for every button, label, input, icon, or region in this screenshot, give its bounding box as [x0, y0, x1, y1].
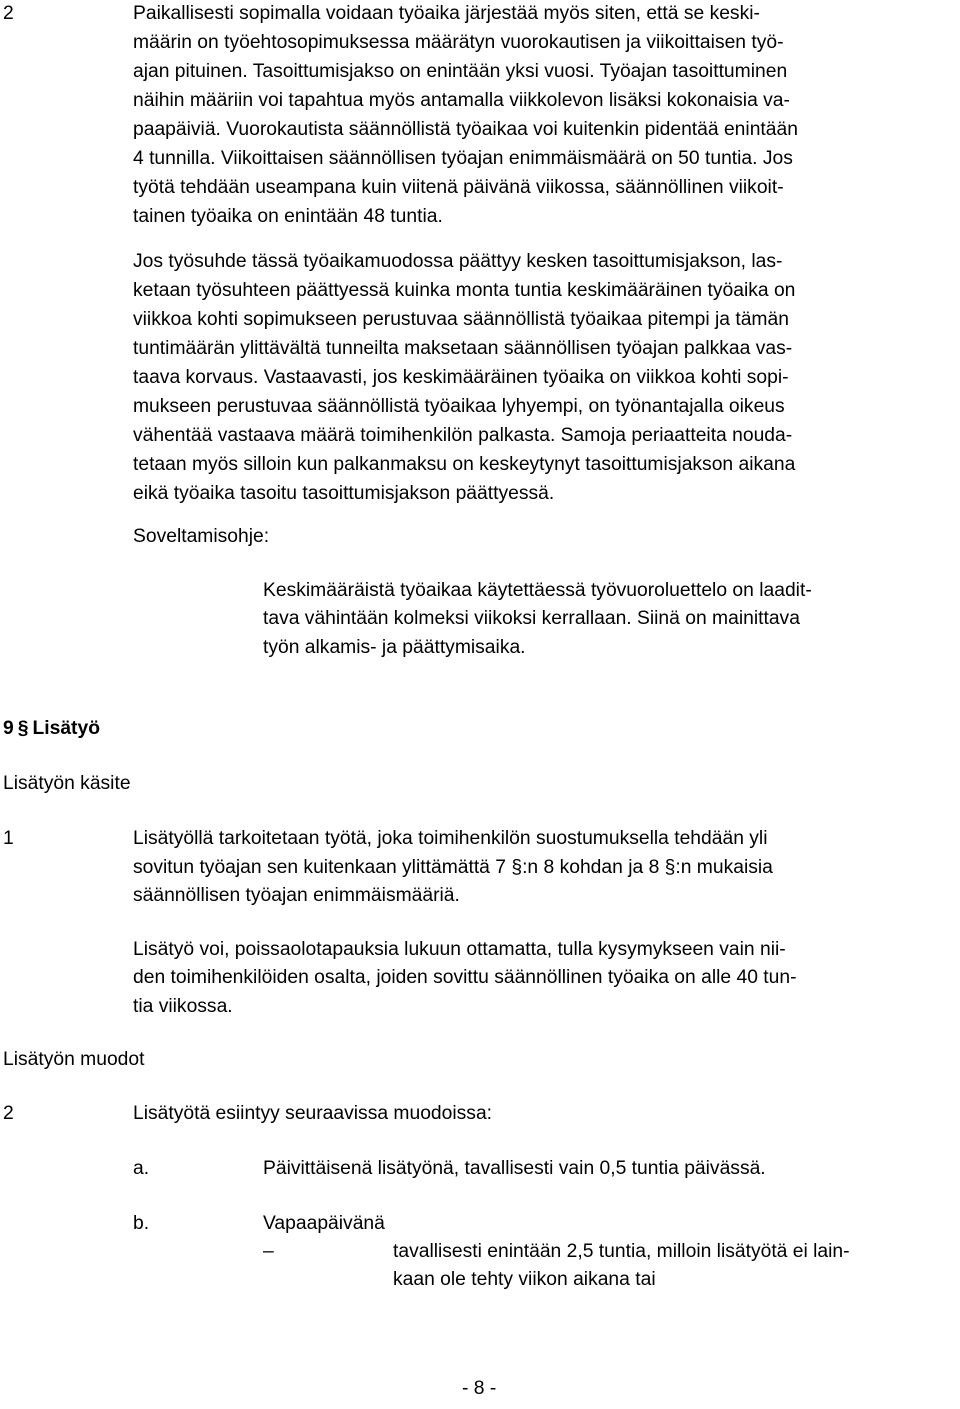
- item-2-intro: Lisätyötä esiintyy seuraavissa muodoissa:: [133, 1103, 493, 1124]
- subheading-lisatyon-muodot: Lisätyön muodot: [3, 1049, 145, 1070]
- text-line: työn alkamis- ja päättymisaika.: [263, 637, 526, 658]
- text-line: eikä työaika tasoitu tasoittumisjakson päättyessä.: [133, 483, 555, 504]
- text-line: ketaan työsuhteen päättyessä kuinka monta tuntia keskimääräinen työaika on: [133, 280, 796, 301]
- text-line: Jos työsuhde tässä työaikamuodossa päättyy kesken tasoittumisjakson, las-: [133, 251, 783, 272]
- text-line: säännöllisen työajan enimmäismääriä.: [133, 885, 460, 906]
- list-marker: b.: [133, 1213, 150, 1234]
- text-line: näihin määriin voi tapahtua myös antamalla viikkolevon lisäksi kokonaisia va-: [133, 90, 790, 111]
- text-line: tainen työaika on enintään 48 tuntia.: [133, 206, 443, 227]
- list-text: Päivittäisenä lisätyönä, tavallisesti vain 0,5 tuntia päivässä.: [263, 1158, 766, 1179]
- subheading-lisatyon-kasite: Lisätyön käsite: [3, 773, 131, 794]
- section-heading: [3, 715, 100, 743]
- page-number: - 8 -: [462, 1378, 497, 1399]
- text-line: kaan ole tehty viikon aikana tai: [393, 1269, 656, 1290]
- section-number: 9: [3, 718, 14, 739]
- item-number-2: 2: [3, 1103, 14, 1124]
- text-line: ajan pituinen. Tasoittumisjakso on enintään yksi vuosi. Työajan tasoittuminen: [133, 61, 788, 82]
- text-line: määrin on työehtosopimuksessa määrätyn vuorokautisen ja viikoittaisen työ-: [133, 32, 784, 53]
- text-line: tuntimäärän ylittävältä tunneilta maksetaan säännöllisen työajan palkkaa vas-: [133, 338, 793, 359]
- item-number-top: 2: [3, 3, 14, 24]
- text-line: Lisätyöllä tarkoitetaan työtä, joka toimihenkilön suostumuksella tehdään yli: [133, 828, 768, 849]
- text-line: paapäiviä. Vuorokautista säännöllistä työaikaa voi kuitenkin pidentää enintään: [133, 119, 798, 140]
- text-line: taava korvaus. Vastaavasti, jos keskimääräinen työaika on viikkoa kohti sopi-: [133, 367, 789, 388]
- text-line: tava vähintään kolmeksi viikoksi kerrallaan. Siinä on mainittava: [263, 608, 800, 629]
- text-line: tetaan myös silloin kun palkanmaksu on keskeytynyt tasoittumisjakson aikana: [133, 454, 796, 475]
- text-line: Keskimääräistä työaikaa käytettäessä työvuoroluettelo on laadit-: [263, 580, 812, 601]
- text-line: tia viikossa.: [133, 996, 233, 1017]
- text-line: Lisätyö voi, poissaolotapauksia lukuun ottamatta, tulla kysymykseen vain nii-: [133, 939, 786, 960]
- text-line: tavallisesti enintään 2,5 tuntia, milloin lisätyötä ei lain-: [393, 1241, 850, 1262]
- guideline-label: Soveltamisohje:: [133, 526, 270, 547]
- section-title: Lisätyö: [32, 718, 100, 739]
- text-line: Paikallisesti sopimalla voidaan työaika järjestää myös siten, että se keski-: [133, 3, 760, 24]
- list-marker: a.: [133, 1158, 150, 1179]
- text-line: mukseen perustuvaa säännöllistä työaikaa lyhyempi, on työnantajalla oikeus: [133, 396, 785, 417]
- item-number-1: 1: [3, 828, 14, 849]
- list-text: Vapaapäivänä: [263, 1213, 385, 1234]
- text-line: työtä tehdään useampana kuin viitenä päivänä viikossa, säännöllinen viikoit-: [133, 177, 784, 198]
- text-line: sovitun työajan sen kuitenkaan ylittämättä 7 §:n 8 kohdan ja 8 §:n mukaisia: [133, 857, 773, 878]
- text-line: den toimihenkilöiden osalta, joiden sovittu säännöllinen työaika on alle 40 tun-: [133, 967, 797, 988]
- text-line: vähentää vastaava määrä toimihenkilön palkasta. Samoja periaatteita nouda-: [133, 425, 793, 446]
- dash-marker: –: [263, 1241, 274, 1262]
- text-line: 4 tunnilla. Viikoittaisen säännöllisen työajan enimmäismäärä on 50 tuntia. Jos: [133, 148, 793, 169]
- text-line: viikkoa kohti sopimukseen perustuvaa säännöllistä työaikaa pitempi ja tämän: [133, 309, 789, 330]
- section-sign: §: [17, 718, 29, 739]
